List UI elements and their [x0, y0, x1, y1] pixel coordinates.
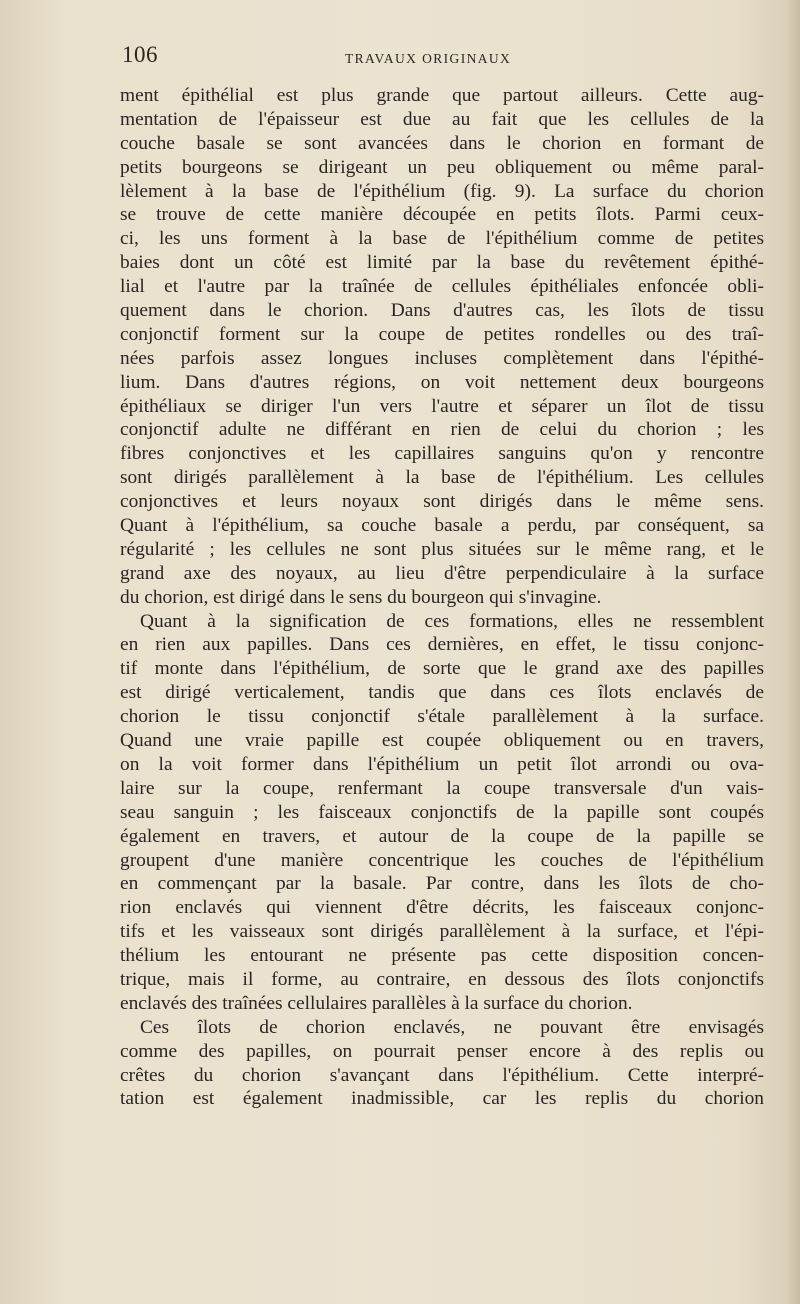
text-line: seau sanguin ; les faisceaux conjonctifs de la papille sont coupés	[120, 801, 764, 823]
text-line: conjonctif adulte ne différant en rien de celui du chorion ; les	[120, 419, 764, 441]
page-header	[120, 42, 760, 72]
text-line: se trouve de cette manière découpée en petits îlots. Parmi ceux-	[120, 204, 764, 226]
text-line: baies dont un côté est limité par la base du revêtement épithé-	[120, 252, 764, 274]
text-line: lial et l'autre par la traînée de cellules épithéliales enfoncée obli-	[120, 276, 764, 298]
text-line: Quant à la signification de ces formations, elles ne ressemblent	[140, 610, 764, 632]
text-line: nées parfois assez longues incluses complètement dans l'épithé-	[120, 347, 764, 369]
body-text	[120, 84, 764, 1111]
text-line: en rien aux papilles. Dans ces dernières, en effet, le tissu conjonc-	[120, 634, 764, 656]
text-line: lèlement à la base de l'épithélium (fig. 9). La surface du chorion	[120, 180, 764, 202]
text-line: crêtes du chorion s'avançant dans l'épithélium. Cette interpré-	[120, 1064, 764, 1086]
text-line: ment épithélial est plus grande que partout ailleurs. Cette aug-	[120, 85, 764, 106]
text-line: tation est également inadmissible, car les replis du chorion	[120, 1088, 764, 1110]
text-line: on la voit former dans l'épithélium un petit îlot arrondi ou ova-	[120, 753, 764, 775]
text-line: couche basale se sont avancées dans le chorion en formant de	[120, 132, 764, 154]
text-line: thélium les entourant ne présente pas cette disposition concen-	[120, 945, 764, 967]
text-line: épithéliaux se diriger l'un vers l'autre et séparer un îlot de tissu	[120, 395, 764, 417]
text-line: tif monte dans l'épithélium, de sorte que le grand axe des papilles	[120, 658, 764, 680]
text-line: également en travers, et autour de la coupe de la papille se	[120, 825, 764, 847]
text-line: est dirigé verticalement, tandis que dans ces îlots enclavés de	[120, 682, 764, 704]
text-line: régularité ; les cellules ne sont plus situées sur le même rang, et le	[120, 538, 764, 560]
text-line: sont dirigés parallèlement à la base de l'épithélium. Les cellules	[120, 467, 764, 489]
text-line: fibres conjonctives et les capillaires sanguins qu'on y rencontre	[120, 443, 764, 465]
text-line: tifs et les vaisseaux sont dirigés parallèlement à la surface, et l'épi-	[120, 921, 764, 943]
text-line: petits bourgeons se dirigeant un peu obliquement ou même paral-	[120, 156, 764, 178]
text-line: Quand une vraie papille est coupée obliquement ou en travers,	[120, 730, 764, 752]
text-line: groupent d'une manière concentrique les couches de l'épithélium	[120, 849, 764, 871]
text-line: chorion le tissu conjonctif s'étale parallèlement à la surface.	[120, 706, 764, 728]
text-line: du chorion, est dirigé dans le sens du bourgeon qui s'invagine.	[120, 586, 602, 608]
text-line: Ces îlots de chorion enclavés, ne pouvant être envisagés	[140, 1016, 764, 1038]
text-line: ci, les uns forment à la base de l'épithélium comme de petites	[120, 228, 764, 250]
text-line: en commençant par la basale. Par contre, dans les îlots de cho-	[120, 873, 764, 895]
running-head: TRAVAUX ORIGINAUX	[345, 51, 512, 66]
text-line: comme des papilles, on pourrait penser encore à des replis ou	[120, 1040, 764, 1062]
text-line: laire sur la coupe, renfermant la coupe transversale d'un vais-	[120, 777, 764, 799]
page-number: 106	[122, 42, 158, 67]
text-line: conjonctif forment sur la coupe de petites rondelles ou des traî-	[120, 323, 764, 345]
text-line: conjonctives et leurs noyaux sont dirigés dans le même sens.	[120, 491, 764, 513]
text-line: lium. Dans d'autres régions, on voit nettement deux bourgeons	[120, 371, 764, 393]
text-line: mentation de l'épaisseur est due au fait que les cellules de la	[120, 108, 764, 130]
text-line: quement dans le chorion. Dans d'autres cas, les îlots de tissu	[120, 300, 764, 322]
text-line: enclavés des traînées cellulaires parallèles à la surface du chorion.	[120, 992, 633, 1014]
page-edge-shadow	[786, 0, 800, 1304]
text-line: rion enclavés qui viennent d'être décrits, les faisceaux conjonc-	[120, 897, 764, 919]
text-line: Quant à l'épithélium, sa couche basale a perdu, par conséquent, sa	[120, 515, 764, 537]
text-line: trique, mais il forme, au contraire, en dessous des îlots conjonctifs	[120, 968, 764, 990]
text-line: grand axe des noyaux, au lieu d'être perpendiculaire à la surface	[120, 562, 764, 584]
